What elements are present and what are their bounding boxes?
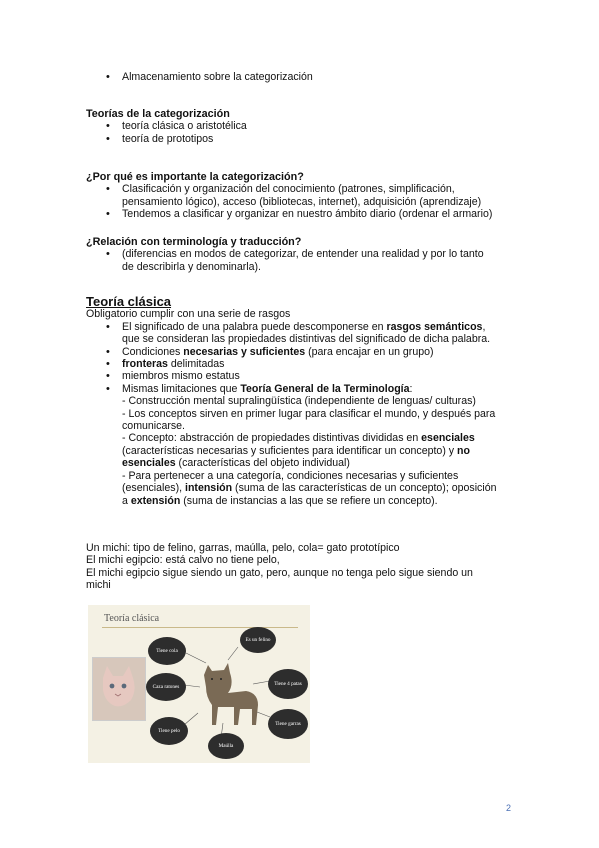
node-tiene-garras: Tiene garras — [268, 709, 308, 739]
node-maulla: Maúlla — [208, 733, 244, 759]
section-heading: Teorías de la categorización — [86, 108, 230, 120]
section-relacion — [86, 236, 516, 273]
figure-title: Teoría clásica — [104, 613, 160, 624]
sphynx-cat-photo — [92, 657, 146, 721]
node-es-un-felino: Es un felino — [240, 627, 276, 653]
michi-paragraph: Un michi: tipo de felino, garras, maúlla, pelo, cola= gato prototípico El michi egipcio: está calvo no tiene pelo, El michi egipcio sigue siendo un gato, pero, aunque no tenga pelo sigue siendo un michi — [86, 542, 473, 592]
list-item: • fronteras delimitadas — [86, 358, 516, 370]
intro-list — [86, 71, 516, 83]
cat-illustration — [204, 663, 258, 725]
list-item: • Condiciones necesarias y suficientes (para encajar en un grupo) — [86, 346, 516, 358]
section-intro: Obligatorio cumplir con una serie de rasgos — [86, 308, 291, 321]
node-tiene-pelo: Tiene pelo — [150, 717, 188, 745]
list-item: • (diferencias en modos de categorizar, de entender una realidad y por lo tanto de describirla y denominarla). — [86, 248, 516, 273]
sphynx-cat-icon — [93, 658, 145, 720]
section-heading: Teoría clásica — [86, 294, 172, 309]
list-item: • miembros mismo estatus — [86, 370, 516, 382]
teoria-clasica-figure — [88, 605, 310, 763]
list-item: • Almacenamiento sobre la categorización — [86, 71, 516, 83]
list-item: • El significado de una palabra puede descomponerse en rasgos semánticos, que se consideran las propiedades distintivas del significado de dicha palabra. — [86, 321, 516, 346]
page-number: 2 — [506, 803, 512, 813]
section-heading: ¿Por qué es importante la categorización? — [86, 171, 304, 183]
node-caza-ratones: Caza ratones — [146, 673, 186, 701]
node-tiene-cola: Tiene cola — [148, 637, 186, 665]
section-teorias — [86, 108, 516, 145]
list-item: • Clasificación y organización del conocimiento (patrones, simplificación, pensamiento lógico), acceso (bibliotecas, internet), adquisición (aprendizaje) — [86, 183, 516, 208]
section-importancia — [86, 171, 516, 221]
node-tiene-4-patas: Tiene 4 patas — [268, 669, 308, 699]
section-heading: ¿Relación con terminología y traducción? — [86, 236, 302, 248]
list-item: • Mismas limitaciones que Teoría General de la Terminología: - Construcción mental supralingüística (independiente de lenguas/ culturas) - Los conceptos sirven en primer lugar para clasificar el mundo, y después para comunicarse. - Concepto: abstracción de propiedades distintivas divididas en esenciales (características necesarias y suficientes para identificar un concepto) y no esenciales (características del objeto individual) - Para pertenecer a una categoría, condiciones necesarias y suficientes (esenciales), intensión (suma de las características de un concepto); oposición a extensión (suma de instancias a las que se refiere un concepto). — [86, 383, 516, 507]
list-item: • Tendemos a clasificar y organizar en nuestro ámbito diario (ordenar el armario) — [86, 208, 516, 220]
list-item: • teoría clásica o aristotélica — [86, 120, 516, 132]
section-teoria-clasica — [86, 296, 516, 507]
list-item: • teoría de prototipos — [86, 133, 516, 145]
